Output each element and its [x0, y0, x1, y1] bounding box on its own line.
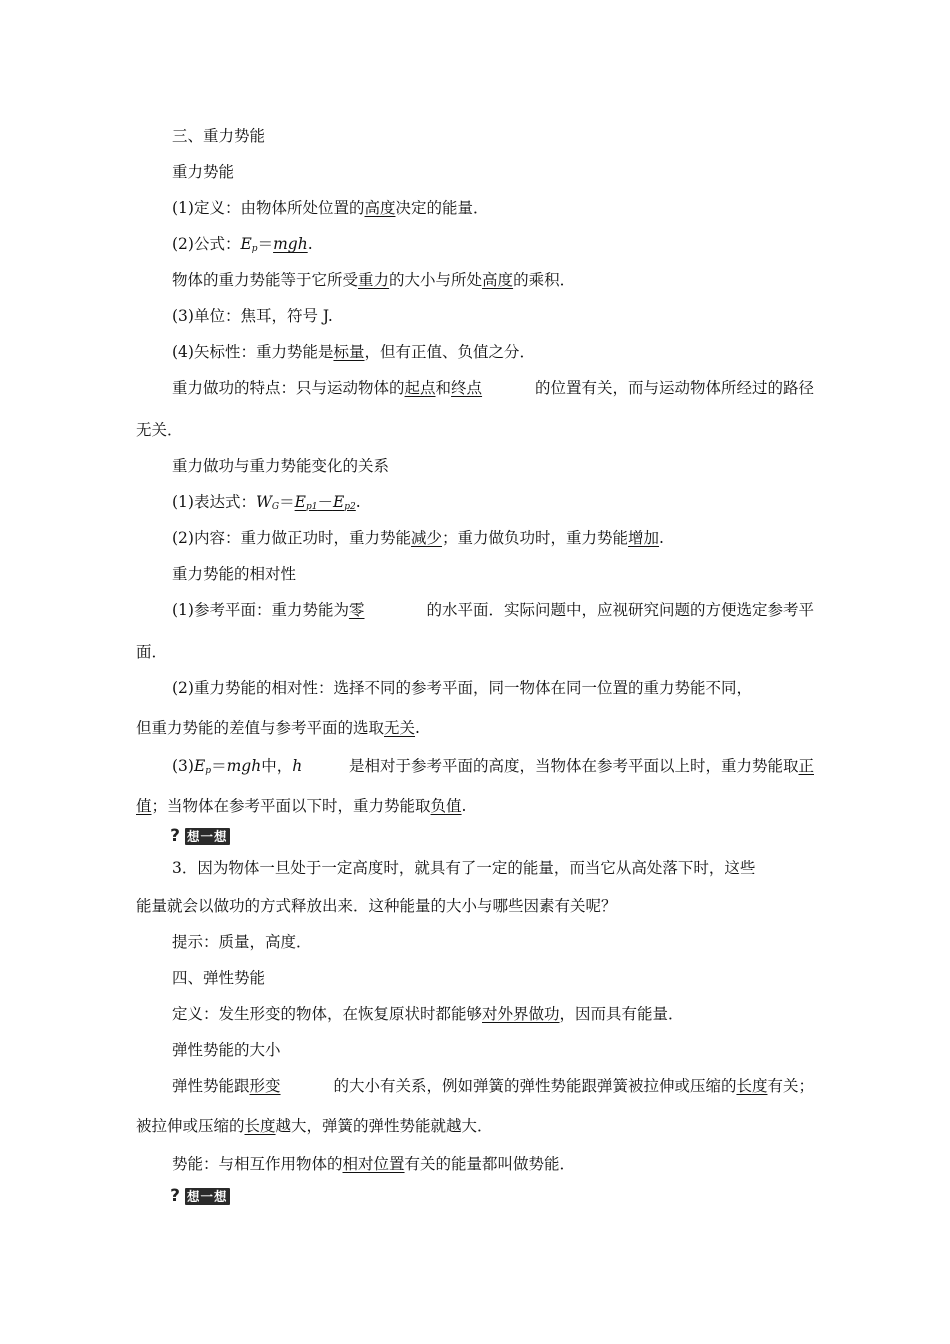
formula-line: (1)表达式：$W_G=E_{p1}-E_{p2}$. — [172, 493, 361, 512]
paragraph: (1)参考平面：重力势能为零 的水平面．实际问题中，应视研究问题的方便选定参考平 — [172, 601, 814, 619]
answer-blank: $E_{p1}-E_{p2}$ — [294, 493, 356, 512]
answer-blank: 值 — [136, 797, 152, 815]
answer-blank: 终点 — [451, 379, 483, 397]
answer-blank: 无关 — [384, 719, 416, 737]
paragraph: 弹性势能跟形变 的大小有关系，例如弹簧的弹性势能跟弹簧被拉伸或压缩的长度有关； — [172, 1077, 814, 1095]
question-text: 3．因为物体一旦处于一定高度时，就具有了一定的能量，而当它从高处落下时，这些 — [172, 859, 756, 877]
answer-blank: mgh — [273, 235, 308, 253]
answer-blank: 高度 — [482, 271, 514, 289]
subheading: 弹性势能的大小 — [172, 1041, 281, 1059]
answer-blank: 减少 — [410, 529, 442, 547]
question-mark-icon: ? — [170, 1186, 180, 1206]
paragraph: (3)单位：焦耳，符号 J. — [172, 307, 333, 325]
section-heading: 三、重力势能 — [172, 127, 266, 145]
answer-blank: 增加 — [628, 529, 660, 547]
answer-blank: 零 — [348, 601, 365, 619]
paragraph: 定义：发生形变的物体，在恢复原状时都能够对外界做功，因而具有能量． — [172, 1005, 684, 1023]
hint-text: 提示：质量，高度． — [172, 933, 312, 951]
section-heading: 四、弹性势能 — [172, 969, 266, 987]
paragraph-continuation: 值；当物体在参考平面以下时，重力势能取负值. — [136, 797, 467, 815]
answer-blank: 正 — [798, 757, 814, 775]
paragraph: 势能：与相互作用物体的相对位置有关的能量都叫做势能． — [172, 1155, 576, 1173]
paragraph: (2)重力势能的相对性：选择不同的参考平面，同一物体在同一位置的重力势能不同， — [172, 679, 752, 697]
subheading: 重力做功与重力势能变化的关系 — [172, 457, 390, 475]
paragraph: (4)矢标性：重力势能是标量，但有正值、负值之分． — [172, 343, 535, 361]
paragraph-continuation: 面． — [136, 643, 168, 661]
answer-blank: 对外界做功 — [482, 1005, 560, 1023]
think-callout — [168, 1186, 230, 1206]
paragraph-continuation: 但重力势能的差值与参考平面的选取无关. — [136, 719, 420, 737]
formula-line: (2)公式：$E_p=mgh$. — [172, 235, 313, 254]
subheading: 重力势能的相对性 — [172, 565, 297, 583]
answer-blank: 形变 — [249, 1077, 281, 1095]
think-label: 想一想 — [187, 829, 228, 844]
subheading: 重力势能 — [172, 163, 235, 181]
answer-blank: 重力 — [358, 271, 390, 289]
answer-blank: 起点 — [404, 379, 436, 397]
paragraph-continuation: 被拉伸或压缩的长度越大，弹簧的弹性势能就越大． — [136, 1117, 493, 1135]
think-callout — [168, 826, 230, 846]
answer-blank: 高度 — [364, 199, 396, 217]
think-label: 想一想 — [187, 1189, 228, 1204]
answer-blank: 长度 — [736, 1077, 768, 1095]
paragraph: $(3)E_p=mgh$中，h 是相对于参考平面的高度，当物体在参考平面以上时，重力势能取正 — [172, 757, 814, 776]
answer-blank: 相对位置 — [342, 1155, 405, 1173]
paragraph: (1)定义：由物体所处位置的高度决定的能量． — [172, 199, 489, 217]
paragraph-continuation: 无关． — [136, 421, 183, 439]
question-mark-icon: ? — [170, 826, 180, 846]
question-text-continuation: 能量就会以做功的方式释放出来．这种能量的大小与哪些因素有关呢？ — [136, 897, 617, 915]
answer-blank: 负值 — [430, 797, 462, 815]
paragraph: 物体的重力势能等于它所受重力的大小与所处高度的乘积． — [172, 271, 576, 289]
paragraph: 重力做功的特点：只与运动物体的起点和终点 的位置有关，而与运动物体所经过的路径 — [172, 379, 814, 397]
answer-blank: 长度 — [244, 1117, 276, 1135]
paragraph: (2)内容：重力做正功时，重力势能减少；重力做负功时，重力势能增加. — [172, 529, 664, 547]
answer-blank: 标量 — [333, 343, 365, 361]
